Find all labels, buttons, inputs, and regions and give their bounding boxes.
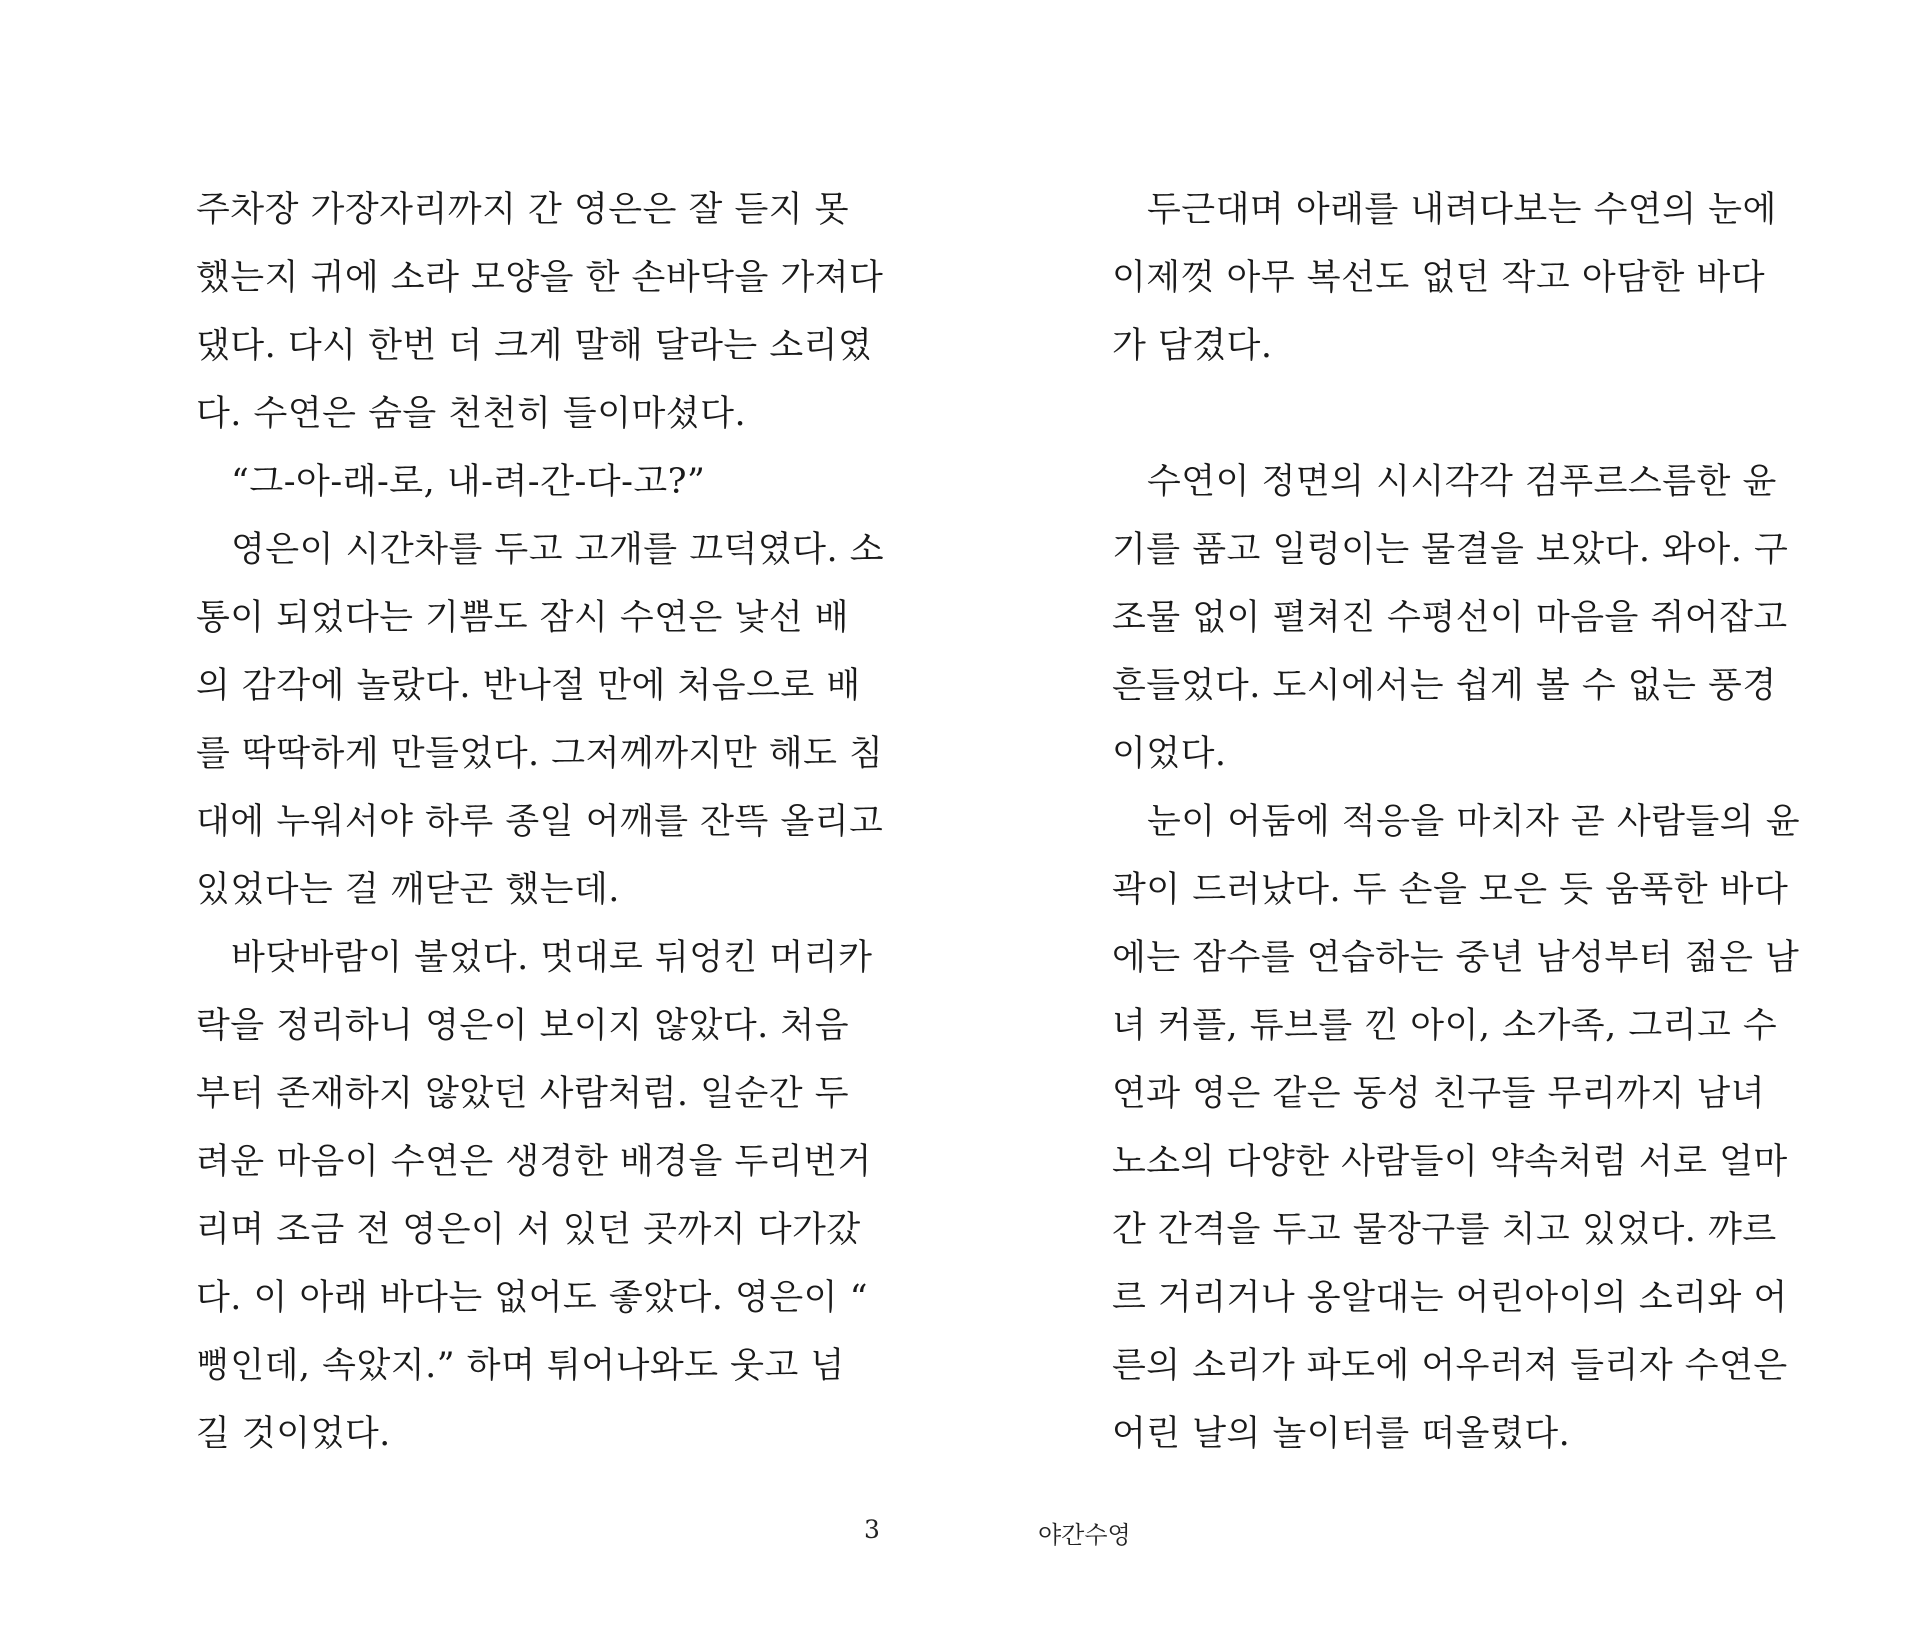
- text-line: 가 담겼다.: [1112, 326, 1273, 366]
- text-line: 를 딱딱하게 만들었다. 그저께까지만 해도 침: [196, 734, 884, 774]
- right-page-text: [1112, 176, 1801, 1468]
- text-line: 의 감각에 놀랐다. 반나절 만에 처음으로 배: [196, 666, 861, 706]
- text-line: 영은이 시간차를 두고 고개를 끄덕였다. 소: [231, 530, 885, 570]
- text-line: 통이 되었다는 기쁨도 잠시 수연은 낯선 배: [196, 598, 850, 638]
- page-number: 3: [864, 1515, 880, 1544]
- text-line: 조물 없이 펼쳐진 수평선이 마음을 쥐어잡고: [1112, 598, 1788, 638]
- text-line: 이제껏 아무 복선도 없던 작고 아담한 바다: [1112, 258, 1766, 298]
- text-line: 곽이 드러났다. 두 손을 모은 듯 움푹한 바다: [1112, 870, 1789, 910]
- text-line: 연과 영은 같은 동성 친구들 무리까지 남녀: [1112, 1074, 1766, 1114]
- text-line: 대에 누워서야 하루 종일 어깨를 잔뜩 올리고: [196, 802, 884, 842]
- text-line: 부터 존재하지 않았던 사람처럼. 일순간 두: [196, 1074, 850, 1114]
- text-line: 주차장 가장자리까지 간 영은은 잘 듣지 못: [196, 190, 850, 230]
- text-line: 락을 정리하니 영은이 보이지 않았다. 처음: [196, 1006, 850, 1046]
- text-line: 눈이 어둠에 적응을 마치자 곧 사람들의 윤: [1147, 802, 1801, 842]
- left-page-text: [196, 176, 885, 1468]
- text-line: 려운 마음이 수연은 생경한 배경을 두리번거: [196, 1142, 872, 1182]
- text-line: 길 것이었다.: [196, 1414, 391, 1454]
- text-line: 기를 품고 일렁이는 물결을 보았다. 와아. 구: [1112, 530, 1789, 570]
- text-line: 댔다. 다시 한번 더 크게 말해 달라는 소리였: [196, 326, 873, 366]
- text-line: 흔들었다. 도시에서는 쉽게 볼 수 없는 풍경: [1112, 666, 1777, 706]
- text-line: 두근대며 아래를 내려다보는 수연의 눈에: [1147, 190, 1777, 230]
- text-line: 르 거리거나 옹알대는 어린아이의 소리와 어: [1112, 1278, 1788, 1318]
- blank-line: [1112, 380, 1742, 448]
- text-line: 에는 잠수를 연습하는 중년 남성부터 젊은 남: [1112, 938, 1800, 978]
- text-line: 다. 수연은 숨을 천천히 들이마셨다.: [196, 394, 747, 434]
- text-line: 했는지 귀에 소라 모양을 한 손바닥을 가져다: [196, 258, 884, 298]
- text-line: 다. 이 아래 바다는 없어도 좋았다. 영은이 “: [196, 1278, 868, 1318]
- text-line: 수연이 정면의 시시각각 검푸르스름한 윤: [1147, 462, 1777, 502]
- book-title: 야간수영: [1038, 1521, 1131, 1549]
- text-line: 바닷바람이 불었다. 멋대로 뒤엉킨 머리카: [231, 938, 873, 978]
- text-line: 녀 커플, 튜브를 낀 아이, 소가족, 그리고 수: [1112, 1006, 1778, 1046]
- text-line: 뻥인데, 속았지.” 하며 튀어나와도 웃고 넘: [196, 1346, 845, 1386]
- text-line: 있었다는 걸 깨닫곤 했는데.: [196, 870, 620, 910]
- text-line: 어린 날의 놀이터를 떠올렸다.: [1112, 1414, 1571, 1454]
- text-line: 노소의 다양한 사람들이 약속처럼 서로 얼마: [1112, 1142, 1788, 1182]
- text-line: 리며 조금 전 영은이 서 있던 곳까지 다가갔: [196, 1210, 861, 1250]
- dialogue-line: “그-아-래-로, 내-려-간-다-고?”: [231, 462, 706, 502]
- text-line: 이었다.: [1112, 734, 1227, 774]
- text-line: 른의 소리가 파도에 어우러져 들리자 수연은: [1112, 1346, 1788, 1386]
- text-line: 간 간격을 두고 물장구를 치고 있었다. 꺄르: [1112, 1210, 1777, 1250]
